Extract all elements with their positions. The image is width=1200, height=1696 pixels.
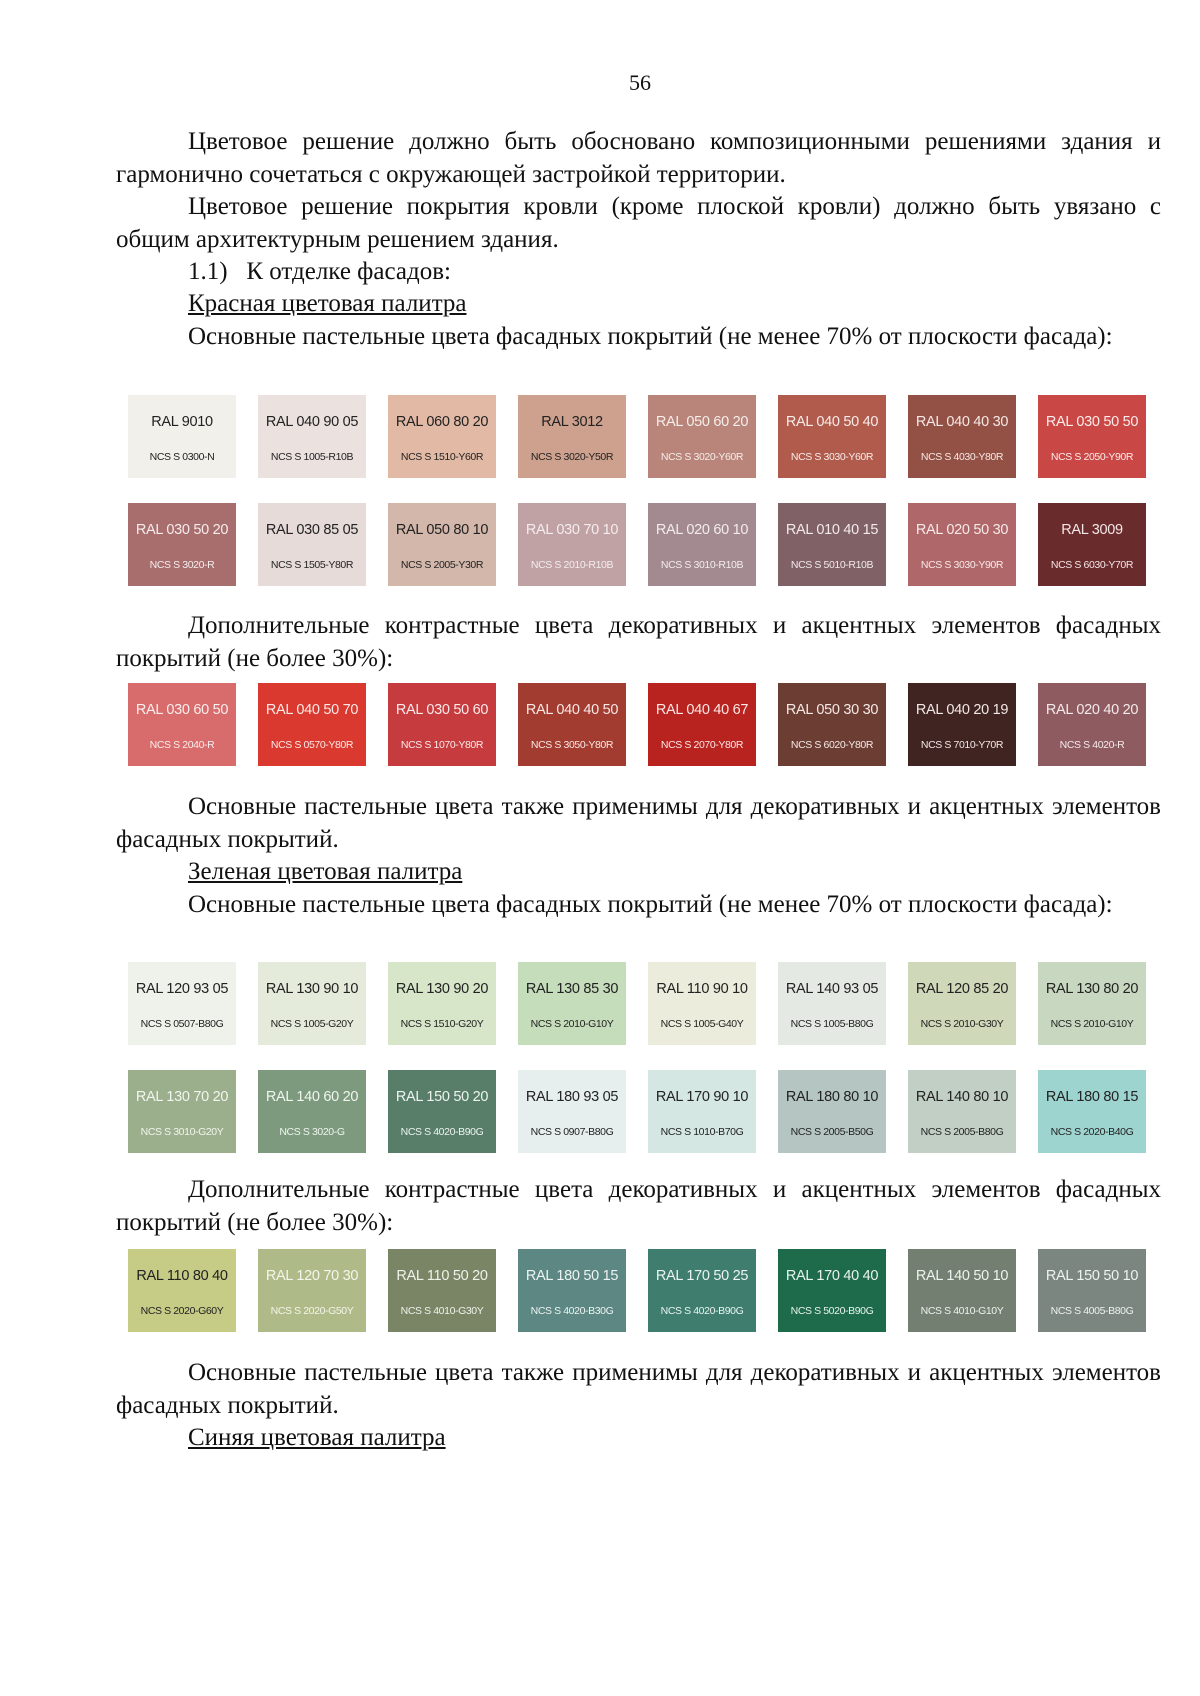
color-swatch — [518, 395, 626, 478]
ral-code: RAL 030 50 50 — [1045, 414, 1139, 430]
ral-code: RAL 040 50 40 — [785, 414, 879, 430]
ral-code: RAL 130 90 10 — [265, 981, 359, 997]
color-swatch — [128, 395, 236, 478]
color-swatch — [1038, 962, 1146, 1045]
color-swatch — [128, 683, 236, 766]
red-extra-caption: Дополнительные контрастные цвета декоративных и акцентных элементов фасадных покрытий (не более 30%): — [116, 612, 1161, 672]
color-swatch — [518, 1070, 626, 1153]
item-1-1: 1.1) К отделке фасадов: — [188, 258, 451, 285]
ral-code: RAL 140 80 10 — [915, 1089, 1009, 1105]
ncs-code: NCS S 6030-Y70R — [1050, 559, 1134, 571]
ncs-code: NCS S 3020-Y50R — [530, 451, 614, 463]
ncs-code: NCS S 4020-R — [1059, 739, 1125, 751]
ncs-code: NCS S 0570-Y80R — [270, 739, 354, 751]
ral-code: RAL 110 80 40 — [136, 1268, 228, 1284]
ral-code: RAL 050 30 30 — [785, 702, 879, 718]
ncs-code: NCS S 1070-Y80R — [400, 739, 484, 751]
ncs-code: NCS S 1005-B80G — [790, 1018, 874, 1030]
ncs-code: NCS S 3020-Y60R — [660, 451, 744, 463]
ral-code: RAL 120 93 05 — [135, 981, 229, 997]
color-swatch — [648, 395, 756, 478]
color-swatch — [648, 962, 756, 1045]
intro-paragraph-2: Цветовое решение покрытия кровли (кроме плоской кровли) должно быть увязано с общим архитектурным решением здания. — [116, 193, 1161, 253]
color-swatch — [388, 1070, 496, 1153]
ral-code: RAL 040 40 50 — [525, 702, 619, 718]
ral-code: RAL 3009 — [1061, 522, 1123, 538]
ral-code: RAL 060 80 20 — [395, 414, 489, 430]
ncs-code: NCS S 2020-G50Y — [270, 1305, 354, 1317]
ral-code: RAL 040 90 05 — [265, 414, 359, 430]
ral-code: RAL 9010 — [151, 414, 213, 430]
ncs-code: NCS S 3010-G20Y — [140, 1126, 224, 1138]
color-swatch — [778, 962, 886, 1045]
color-swatch — [908, 1249, 1016, 1332]
color-swatch — [258, 1070, 366, 1153]
ral-code: RAL 150 50 20 — [395, 1089, 489, 1105]
color-swatch — [1038, 1249, 1146, 1332]
color-swatch — [258, 683, 366, 766]
ral-code: RAL 130 80 20 — [1045, 981, 1139, 997]
ral-code: RAL 030 70 10 — [525, 522, 619, 538]
color-swatch — [128, 1249, 236, 1332]
ncs-code: NCS S 2005-B80G — [920, 1126, 1004, 1138]
ral-code: RAL 030 50 20 — [135, 522, 229, 538]
page-number: 56 — [629, 70, 651, 95]
ral-code: RAL 3012 — [541, 414, 603, 430]
ral-code: RAL 050 80 10 — [395, 522, 489, 538]
color-swatch — [1038, 1070, 1146, 1153]
color-swatch — [518, 1249, 626, 1332]
ral-code: RAL 150 50 10 — [1045, 1268, 1139, 1284]
ncs-code: NCS S 7010-Y70R — [920, 739, 1004, 751]
ncs-code: NCS S 1005-G40Y — [660, 1018, 744, 1030]
ral-code: RAL 130 70 20 — [135, 1089, 229, 1105]
ral-code: RAL 180 50 15 — [525, 1268, 619, 1284]
red-main-caption: Основные пастельные цвета фасадных покрытий (не менее 70% от плоскости фасада): — [188, 323, 1113, 350]
ncs-code: NCS S 4010-G10Y — [920, 1305, 1004, 1317]
ncs-code: NCS S 2020-B40G — [1050, 1126, 1134, 1138]
color-swatch — [908, 503, 1016, 586]
color-swatch — [388, 395, 496, 478]
color-swatch — [1038, 503, 1146, 586]
color-swatch — [388, 503, 496, 586]
color-swatch — [908, 395, 1016, 478]
color-swatch — [778, 1070, 886, 1153]
red-extra-swatches — [128, 683, 1155, 766]
intro-paragraph-1: Цветовое решение должно быть обосновано композиционными решениями здания и гармонично сочетаться с окружающей застройкой территории. — [116, 128, 1161, 188]
color-swatch — [648, 503, 756, 586]
ral-code: RAL 120 70 30 — [265, 1268, 359, 1284]
color-swatch — [648, 683, 756, 766]
ncs-code: NCS S 2010-G10Y — [1050, 1018, 1134, 1030]
ral-code: RAL 030 50 60 — [395, 702, 489, 718]
ncs-code: NCS S 2010-G30Y — [920, 1018, 1004, 1030]
ncs-code: NCS S 6020-Y80R — [790, 739, 874, 751]
ncs-code: NCS S 1510-Y60R — [400, 451, 484, 463]
ral-code: RAL 030 85 05 — [265, 522, 359, 538]
green-extra-swatches — [128, 1249, 1155, 1332]
color-swatch — [778, 503, 886, 586]
color-swatch — [258, 503, 366, 586]
ncs-code: NCS S 3010-R10B — [660, 559, 744, 571]
ral-code: RAL 180 80 10 — [785, 1089, 879, 1105]
ral-code: RAL 020 50 30 — [915, 522, 1009, 538]
color-swatch — [518, 503, 626, 586]
ral-code: RAL 170 90 10 — [655, 1089, 749, 1105]
ncs-code: NCS S 1510-G20Y — [400, 1018, 484, 1030]
color-swatch — [1038, 683, 1146, 766]
color-swatch — [778, 395, 886, 478]
color-swatch — [258, 1249, 366, 1332]
ral-code: RAL 040 50 70 — [265, 702, 359, 718]
ral-code: RAL 140 60 20 — [265, 1089, 359, 1105]
green-palette-heading: Зеленая цветовая палитра — [188, 858, 463, 885]
color-swatch — [128, 962, 236, 1045]
ncs-code: NCS S 4020-B90G — [660, 1305, 744, 1317]
ncs-code: NCS S 3050-Y80R — [530, 739, 614, 751]
color-swatch — [908, 683, 1016, 766]
color-swatch — [128, 503, 236, 586]
ncs-code: NCS S 2005-B50G — [790, 1126, 874, 1138]
ncs-code: NCS S 2050-Y90R — [1050, 451, 1134, 463]
green-note: Основные пастельные цвета также применимы для декоративных и акцентных элементов фасадных покрытий. — [116, 1359, 1161, 1419]
green-main-swatches — [128, 962, 1155, 1153]
color-swatch — [258, 962, 366, 1045]
ral-code: RAL 130 85 30 — [525, 981, 619, 997]
ral-code: RAL 040 20 19 — [915, 702, 1009, 718]
ral-code: RAL 180 93 05 — [525, 1089, 619, 1105]
ncs-code: NCS S 5010-R10B — [790, 559, 874, 571]
ral-code: RAL 180 80 15 — [1045, 1089, 1139, 1105]
ncs-code: NCS S 1005-R10B — [270, 451, 354, 463]
ncs-code: NCS S 1005-G20Y — [270, 1018, 354, 1030]
red-note: Основные пастельные цвета также применимы для декоративных и акцентных элементов фасадных покрытий. — [116, 793, 1161, 853]
color-swatch — [778, 1249, 886, 1332]
ncs-code: NCS S 2040-R — [149, 739, 215, 751]
ral-code: RAL 170 50 25 — [655, 1268, 749, 1284]
ncs-code: NCS S 2070-Y80R — [660, 739, 744, 751]
ral-code: RAL 110 90 10 — [656, 981, 748, 997]
ncs-code: NCS S 2005-Y30R — [400, 559, 484, 571]
ral-code: RAL 110 50 20 — [396, 1268, 488, 1284]
color-swatch — [258, 395, 366, 478]
ral-code: RAL 050 60 20 — [655, 414, 749, 430]
blue-palette-heading: Синяя цветовая палитра — [188, 1424, 446, 1451]
color-swatch — [908, 1070, 1016, 1153]
ncs-code: NCS S 3020-R — [149, 559, 215, 571]
ncs-code: NCS S 5020-B90G — [790, 1305, 874, 1317]
ncs-code: NCS S 1505-Y80R — [270, 559, 354, 571]
color-swatch — [778, 683, 886, 766]
ncs-code: NCS S 2010-G10Y — [530, 1018, 614, 1030]
green-extra-caption: Дополнительные контрастные цвета декоративных и акцентных элементов фасадных покрытий (не более 30%): — [116, 1176, 1161, 1236]
ral-code: RAL 020 40 20 — [1045, 702, 1139, 718]
ncs-code: NCS S 0907-B80G — [530, 1126, 614, 1138]
color-swatch — [908, 962, 1016, 1045]
ral-code: RAL 120 85 20 — [915, 981, 1009, 997]
ral-code: RAL 140 50 10 — [915, 1268, 1009, 1284]
color-swatch — [388, 962, 496, 1045]
ncs-code: NCS S 2010-R10B — [530, 559, 614, 571]
ncs-code: NCS S 4020-B30G — [530, 1305, 614, 1317]
ral-code: RAL 170 40 40 — [785, 1268, 879, 1284]
color-swatch — [518, 683, 626, 766]
ral-code: RAL 130 90 20 — [395, 981, 489, 997]
green-main-caption: Основные пастельные цвета фасадных покрытий (не менее 70% от плоскости фасада): — [188, 891, 1113, 918]
ral-code: RAL 140 93 05 — [785, 981, 879, 997]
color-swatch — [388, 683, 496, 766]
ral-code: RAL 040 40 30 — [915, 414, 1009, 430]
ral-code: RAL 020 60 10 — [655, 522, 749, 538]
color-swatch — [1038, 395, 1146, 478]
ncs-code: NCS S 4020-B90G — [400, 1126, 484, 1138]
red-palette-heading: Красная цветовая палитра — [188, 290, 467, 317]
ncs-code: NCS S 1010-B70G — [660, 1126, 744, 1138]
color-swatch — [128, 1070, 236, 1153]
ncs-code: NCS S 3030-Y90R — [920, 559, 1004, 571]
ncs-code: NCS S 4010-G30Y — [400, 1305, 484, 1317]
ncs-code: NCS S 2020-G60Y — [140, 1305, 224, 1317]
ncs-code: NCS S 4030-Y80R — [920, 451, 1004, 463]
ncs-code: NCS S 3020-G — [279, 1126, 345, 1138]
ncs-code: NCS S 0300-N — [149, 451, 215, 463]
color-swatch — [648, 1249, 756, 1332]
ral-code: RAL 040 40 67 — [655, 702, 749, 718]
color-swatch — [648, 1070, 756, 1153]
ral-code: RAL 010 40 15 — [785, 522, 879, 538]
ral-code: RAL 030 60 50 — [135, 702, 229, 718]
color-swatch — [388, 1249, 496, 1332]
red-main-swatches — [128, 395, 1155, 586]
ncs-code: NCS S 3030-Y60R — [790, 451, 874, 463]
color-swatch — [518, 962, 626, 1045]
ncs-code: NCS S 0507-B80G — [140, 1018, 224, 1030]
ncs-code: NCS S 4005-B80G — [1050, 1305, 1134, 1317]
